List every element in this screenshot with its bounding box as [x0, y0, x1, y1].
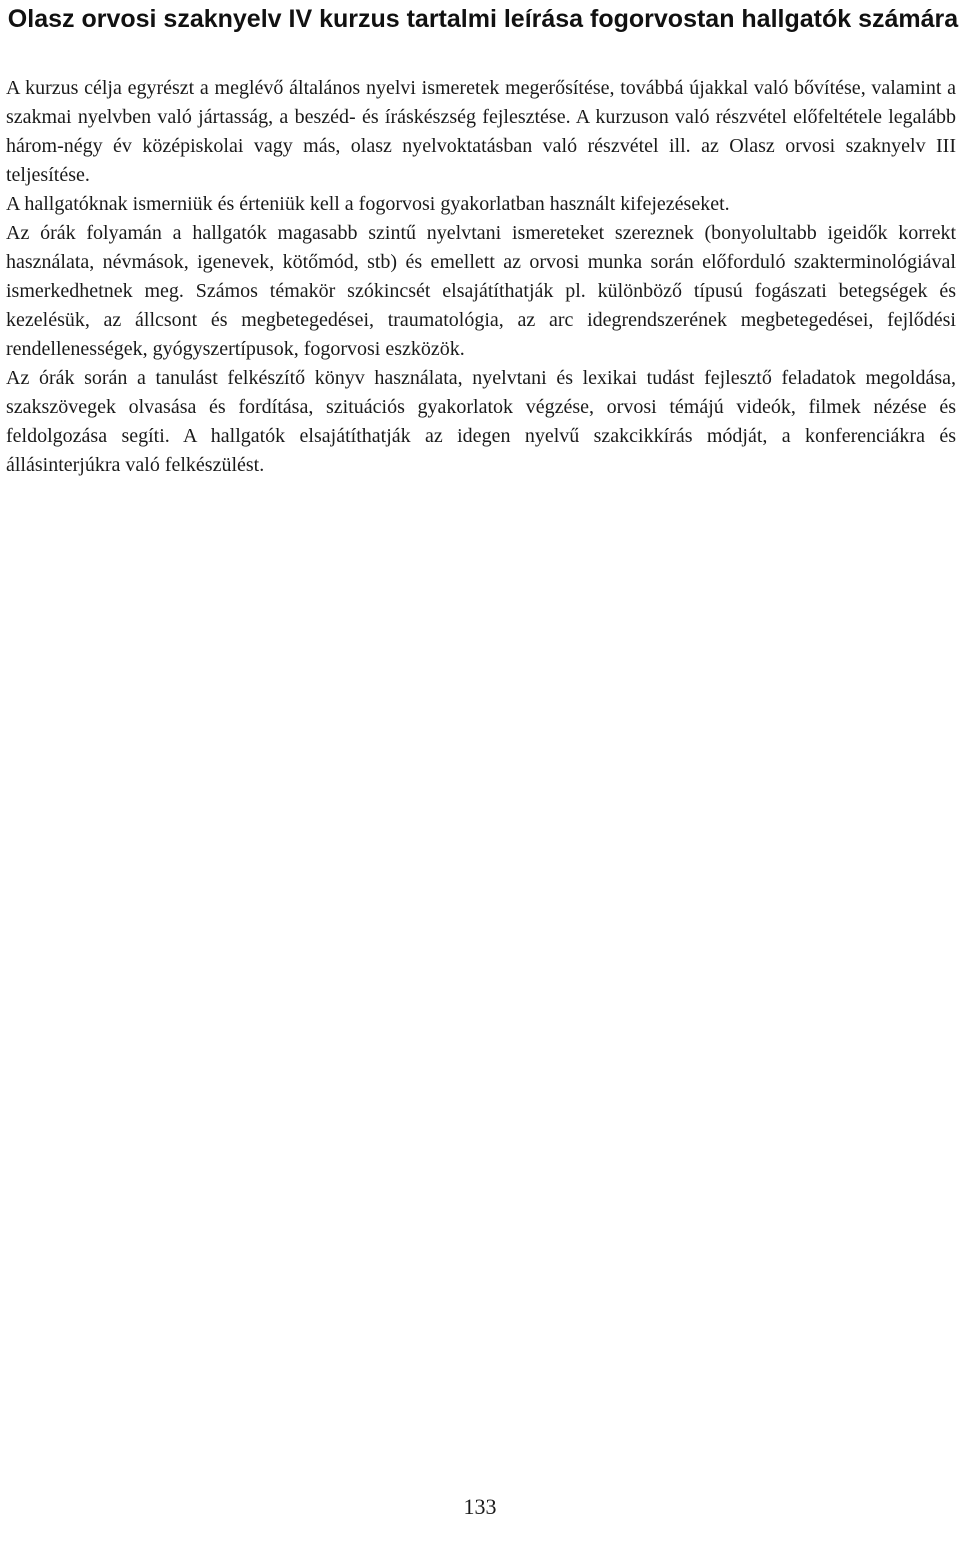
page-number: 133 — [463, 1494, 497, 1519]
paragraph-methods: Az órák során a tanulást felkészítő könyv használata, nyelvtani és lexikai tudást fejlesztő feladatok megoldása, szakszövegek olvasása és fordítása, szituációs gyakorlatok végzése, orvosi témájú videók, filmek nézése és feldolgozása segíti. A hallgatók elsajátíthatják az idegen nyelvű szakcikkírás módját, a konferenciákra és állásinterjúkra való felkészülést. — [6, 367, 956, 476]
document-page — [6, 0, 960, 1543]
document-body — [6, 74, 956, 480]
paragraph-course-content: Az órák folyamán a hallgatók magasabb szintű nyelvtani ismereteket szereznek (bonyolultabb igeidők korrekt használata, névmások, igenevek, kötőmód, stb) és emellett az orvosi munka során előforduló szakterminológiával ismerkedhetnek meg. Számos témakör szókincsét elsajátíthatják pl. különböző típusú fogászati betegségek és kezelésük, az állcsont és megbetegedései, traumatológia, az arc idegrendszerének megbetegedései, fejlődési rendellenességek, gyógyszertípusok, fogorvosi eszközök. — [6, 222, 956, 360]
paragraph-course-goal: A kurzus célja egyrészt a meglévő általános nyelvi ismeretek megerősítése, továbbá újakkal való bővítése, valamint a szakmai nyelvben való jártasság, a beszéd- és íráskészség fejlesztése. A kurzuson való részvétel előfeltétele legalább három-négy év középiskolai vagy más, olasz nyelvoktatásban való részvétel ill. az Olasz orvosi szaknyelv III teljesítése. — [6, 77, 956, 186]
document-title: Olasz orvosi szaknyelv IV kurzus tartalmi leírása fogorvostan hallgatók számára — [7, 5, 959, 33]
paragraph-expectations: A hallgatóknak ismerniük és érteniük kell a fogorvosi gyakorlatban használt kifejezéseket. — [6, 193, 730, 215]
